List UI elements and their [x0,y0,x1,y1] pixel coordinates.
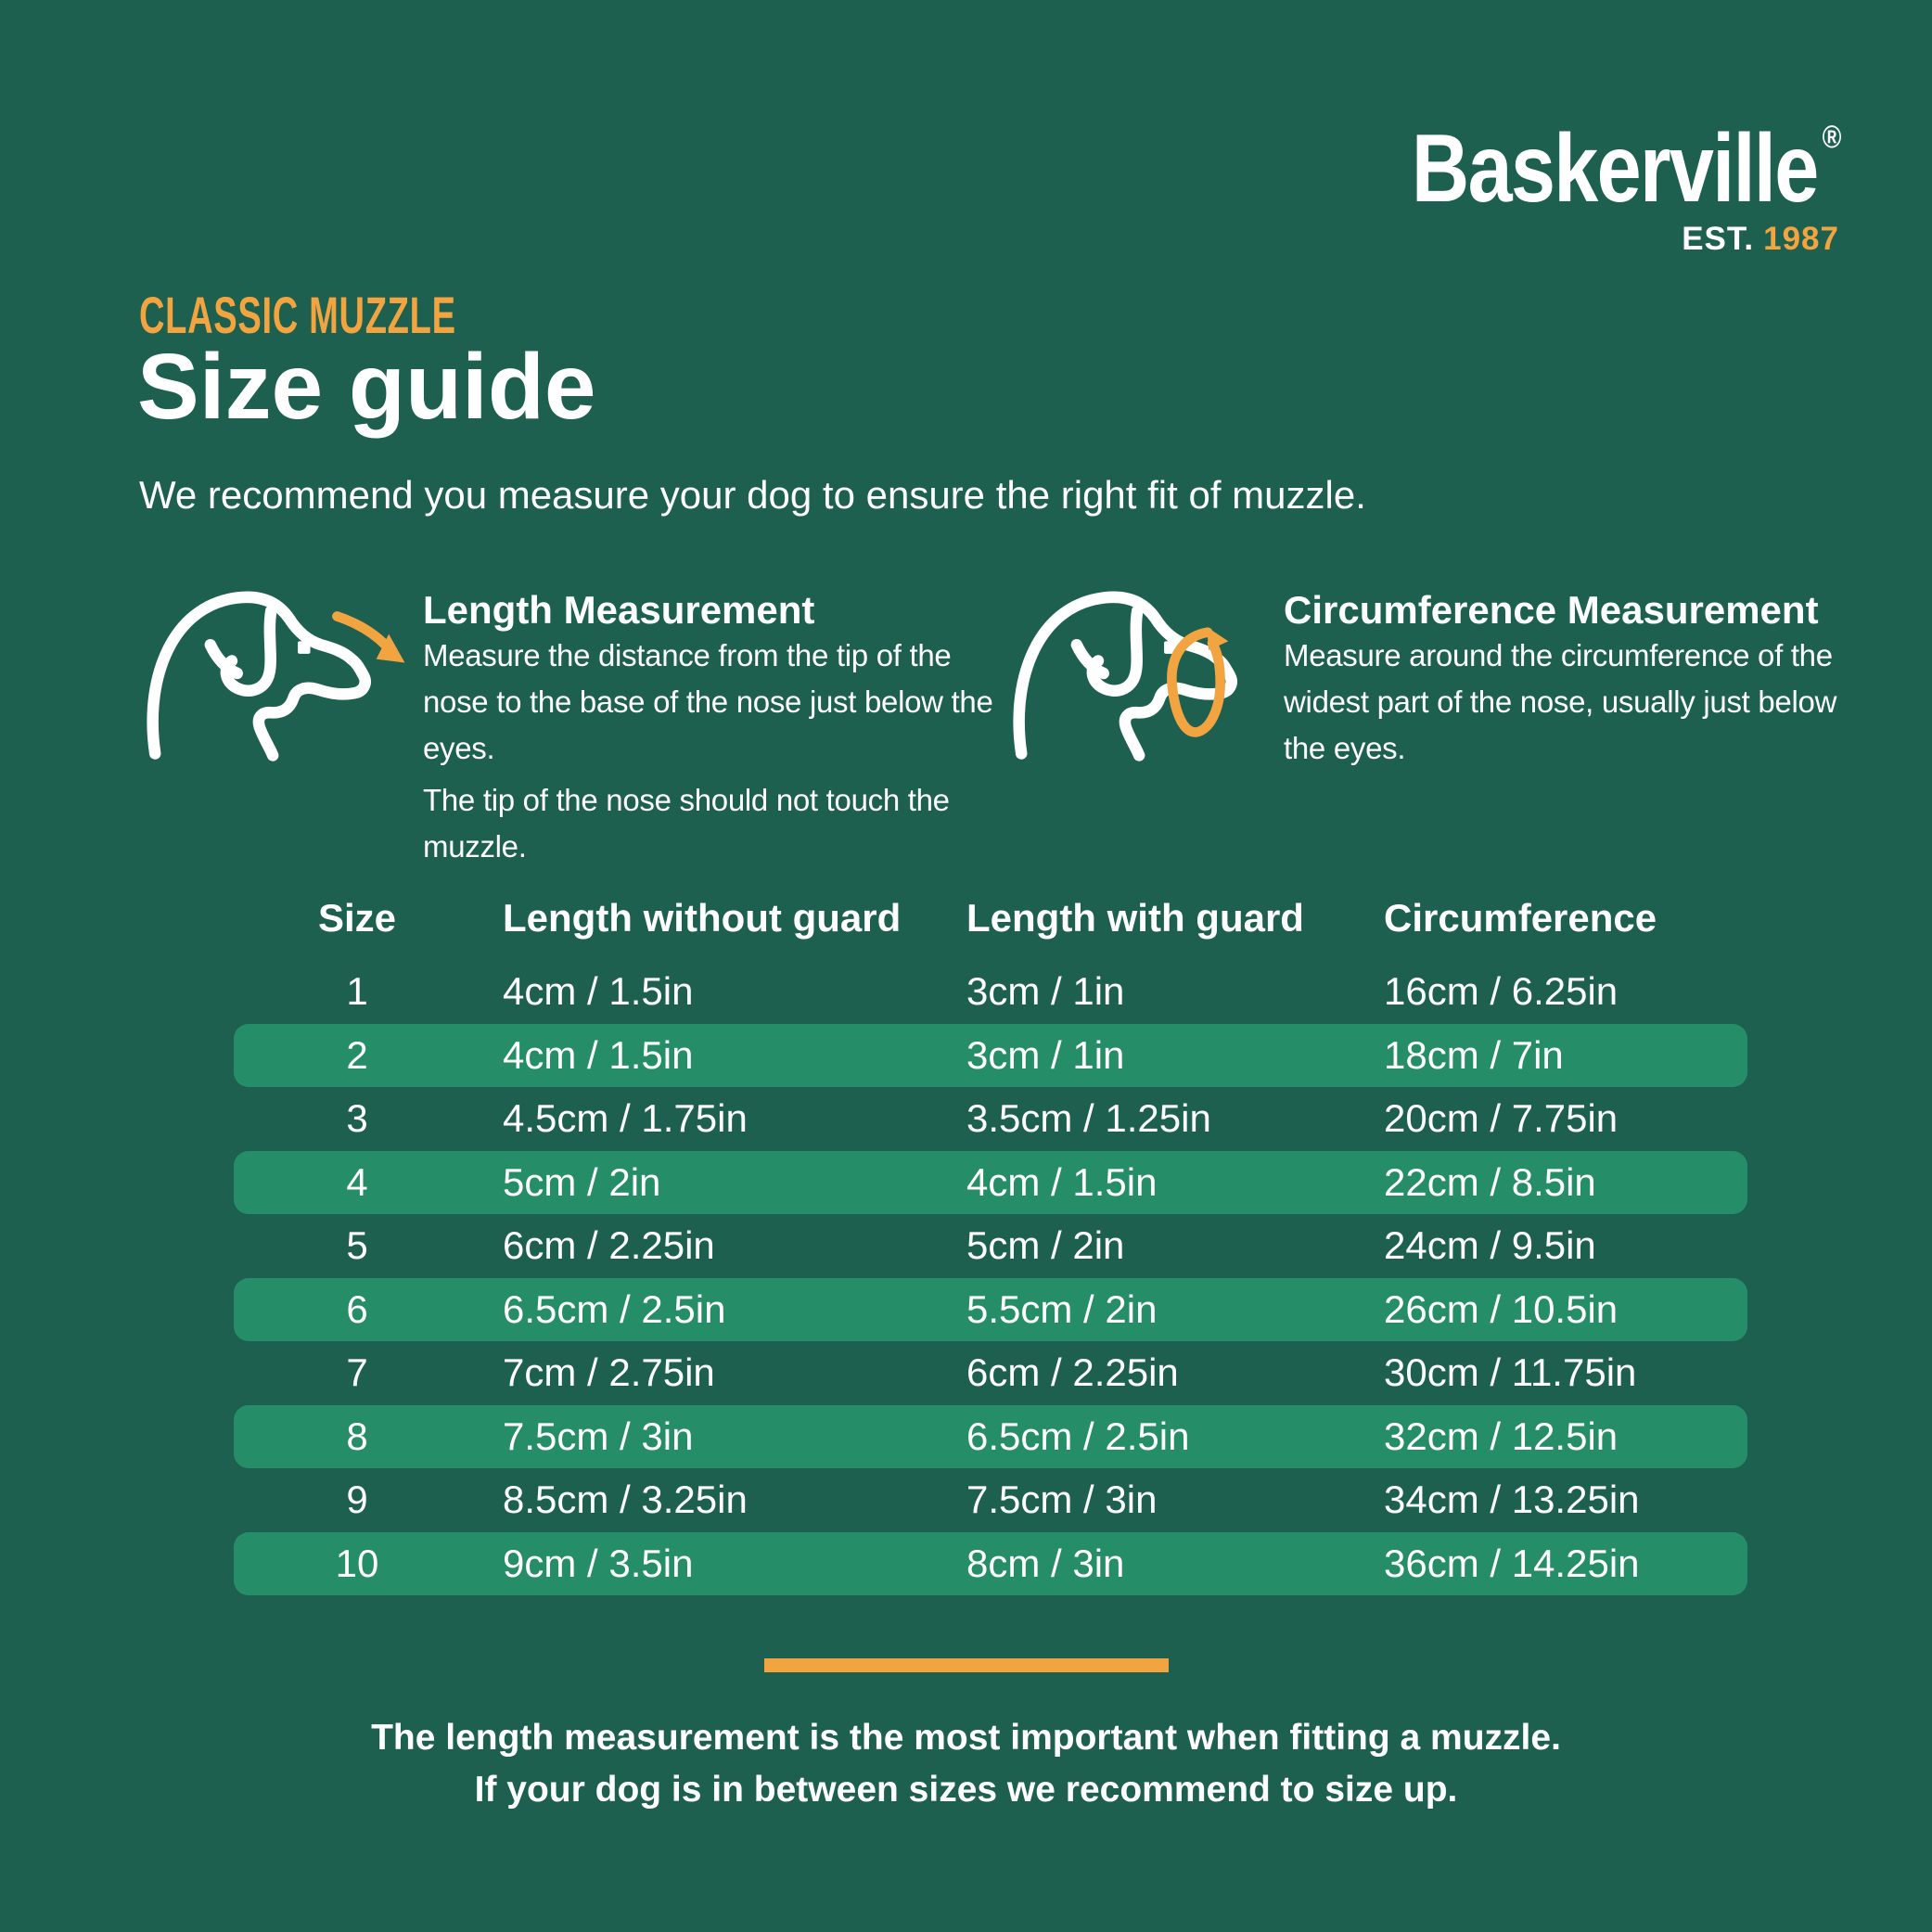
table-row [234,960,1747,1024]
cell-length-without-guard: 6.5cm / 2.5in [503,1286,726,1331]
cell-size: 2 [346,1032,368,1077]
cell-length-with-guard: 3.5cm / 1.25in [966,1096,1211,1140]
cell-circumference: 32cm / 12.5in [1384,1414,1619,1458]
cell-size: 10 [335,1541,379,1585]
footer-line-1: The length measurement is the most important when fitting a muzzle. [371,1718,1561,1758]
column-header-length-without-guard: Length without guard [503,896,902,940]
brand-name [1411,89,1841,223]
cell-length-with-guard: 6cm / 2.25in [966,1350,1179,1394]
footer-line-2: If your dog is in between sizes we recommend to size up. [474,1770,1458,1810]
cell-circumference: 22cm / 8.5in [1384,1159,1596,1204]
page-subtitle: We recommend you measure your dog to ensure the right fit of muzzle. [139,473,1366,517]
cell-size: 7 [346,1350,368,1394]
column-header-circumference: Circumference [1384,896,1657,940]
est-label: EST. [1682,221,1755,257]
column-header-length-with-guard: Length with guard [966,896,1304,940]
cell-length-with-guard: 8cm / 3in [966,1541,1125,1585]
divider-bar [764,1658,1169,1672]
size-table-header [234,892,1747,957]
brand-logo [1324,89,1841,258]
size-table [234,960,1747,1595]
cell-length-without-guard: 4.5cm / 1.75in [503,1096,748,1140]
table-row [234,1087,1747,1151]
registered-trademark-icon: ® [1822,120,1841,155]
cell-length-without-guard: 9cm / 3.5in [503,1541,694,1585]
cell-length-without-guard: 8.5cm / 3.25in [503,1478,748,1521]
table-row [234,1024,1747,1088]
cell-circumference: 26cm / 10.5in [1384,1286,1619,1331]
cell-circumference: 24cm / 9.5in [1384,1223,1596,1267]
cell-size: 5 [346,1223,368,1267]
table-row [234,1278,1747,1342]
table-row [234,1341,1747,1405]
cell-length-without-guard: 4cm / 1.5in [503,1032,694,1077]
cell-size: 1 [346,969,368,1013]
product-eyebrow-label: CLASSIC MUZZLE [139,286,456,344]
cell-length-with-guard: 3cm / 1in [966,1032,1125,1077]
cell-circumference: 18cm / 7in [1384,1032,1564,1077]
table-row [234,1468,1747,1532]
cell-length-without-guard: 4cm / 1.5in [503,969,694,1013]
length-measurement-title: Length Measurement [423,588,815,632]
cell-circumference: 20cm / 7.75in [1384,1096,1619,1140]
circumference-measurement-title: Circumference Measurement [1284,588,1819,632]
column-header-size: Size [317,896,397,940]
dog-head-length-icon [137,577,416,769]
cell-circumference: 30cm / 11.75in [1384,1350,1637,1394]
dog-head-circumference-icon [1004,577,1282,769]
page-title: Size guide [137,335,596,439]
cell-length-with-guard: 5cm / 2in [966,1223,1125,1267]
cell-size: 9 [346,1478,368,1521]
cell-length-with-guard: 4cm / 1.5in [966,1159,1158,1204]
brand-wordmark: Baskerville [1411,115,1818,223]
cell-circumference: 36cm / 14.25in [1384,1541,1640,1585]
cell-length-with-guard: 6.5cm / 2.5in [966,1414,1190,1458]
cell-size: 3 [346,1096,368,1140]
cell-length-with-guard: 3cm / 1in [966,969,1125,1013]
cell-circumference: 16cm / 6.25in [1384,969,1619,1013]
cell-size: 8 [346,1414,368,1458]
table-row [234,1532,1747,1596]
cell-length-without-guard: 5cm / 2in [503,1159,661,1204]
footer-note [0,1712,1932,1816]
brand-established [1324,221,1839,258]
cell-length-without-guard: 7.5cm / 3in [503,1414,694,1458]
circumference-measurement-section [1284,588,1849,772]
cell-length-with-guard: 7.5cm / 3in [966,1478,1158,1521]
circumference-measurement-paragraph: Measure around the circumference of the widest part of the nose, usually just below the eyes. [1284,638,1837,765]
cell-length-with-guard: 5.5cm / 2in [966,1286,1158,1331]
length-measurement-paragraph: Measure the distance from the tip of the nose to the base of the nose just below the eyes. [423,638,993,765]
length-measurement-section [423,588,1017,870]
est-year: 1987 [1763,221,1839,257]
cell-size: 4 [346,1159,368,1204]
table-row [234,1214,1747,1278]
table-row [234,1151,1747,1215]
cell-circumference: 34cm / 13.25in [1384,1478,1640,1521]
table-row [234,1405,1747,1469]
cell-length-without-guard: 7cm / 2.75in [503,1350,715,1394]
cell-size: 6 [346,1286,368,1331]
length-measurement-paragraph: The tip of the nose should not touch the muzzle. [423,783,950,864]
cell-length-without-guard: 6cm / 2.25in [503,1223,715,1267]
